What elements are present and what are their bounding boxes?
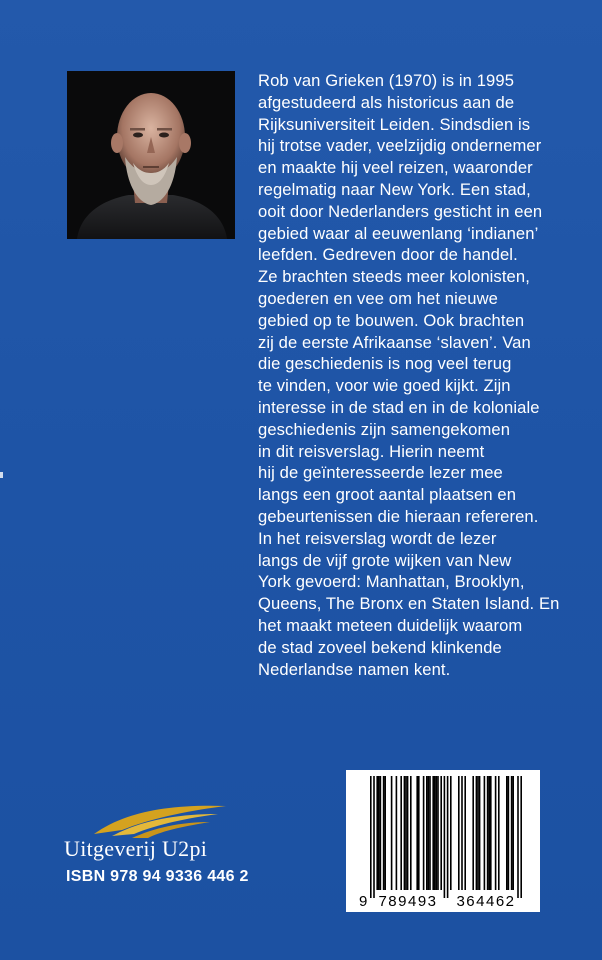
bio-line: Ze brachten steeds meer kolonisten,: [258, 267, 530, 287]
barcode-bar: [495, 776, 497, 890]
barcode-bar: [391, 776, 393, 890]
barcode-bar: [511, 776, 513, 890]
barcode-bar: [410, 776, 412, 890]
barcode-bar: [396, 776, 398, 890]
barcode-left-digits: 789493: [378, 893, 438, 910]
barcode-bar: [432, 776, 434, 890]
bio-line: York gevoerd: Manhattan, Brooklyn,: [258, 572, 525, 592]
barcode-bar: [440, 776, 442, 890]
barcode-bar: [418, 776, 420, 890]
bio-line: leefden. Gedreven door de handel.: [258, 245, 518, 265]
barcode-bar: [436, 776, 438, 890]
barcode-bar: [464, 776, 466, 890]
bio-line: In het reisverslag wordt de lezer: [258, 528, 497, 548]
bio-line: ooit door Nederlanders gesticht in een: [258, 201, 543, 221]
bio-line: langs een groot aantal plaatsen en: [258, 485, 517, 505]
bio-line: het maakt meteen duidelijk waarom: [258, 615, 523, 635]
barcode-bar: [498, 776, 500, 890]
barcode-bar: [428, 776, 430, 890]
barcode-right-digits: 364462: [456, 893, 516, 910]
barcode-bar: [384, 776, 386, 890]
barcode-bar: [520, 776, 522, 898]
bio-line: interesse in de stad en in de koloniale: [258, 397, 540, 417]
barcode-graphic: [346, 770, 540, 912]
bio-line: de stad zoveel bekend klinkende: [258, 637, 502, 657]
barcode-bar: [487, 776, 489, 890]
bio-line: langs de vijf grote wijken van New: [258, 550, 512, 570]
bio-line: gebeurtenissen die hieraan refereren.: [258, 506, 539, 526]
barcode-bar: [416, 776, 418, 890]
bio-line: te vinden, voor wie goed kijkt. Zijn: [258, 376, 511, 396]
barcode-bar: [380, 776, 382, 890]
barcode-bar: [508, 776, 510, 890]
barcode-bar: [458, 776, 460, 890]
bio-line: gebied waar al eeuwenlang ‘indianen’: [258, 223, 539, 243]
barcode-bar: [373, 776, 375, 898]
bio-line: geschiedenis zijn samengekomen: [258, 419, 511, 439]
author-photo: [67, 71, 235, 239]
bio-line: en maakte hij veel reizen, waaronder: [258, 158, 533, 178]
bio-line: afgestudeerd als historicus aan de: [258, 92, 515, 112]
bio-line: Rob van Grieken (1970) is in 1995: [258, 71, 515, 90]
bio-line: gebied op te bouwen. Ook brachten: [258, 310, 525, 330]
barcode-bar: [426, 776, 428, 890]
barcode-bar: [429, 776, 431, 890]
bio-line: hij trotse vader, veelzijdig ondernemer: [258, 136, 542, 156]
author-biography: [258, 70, 594, 680]
barcode-bar: [444, 776, 446, 898]
barcode-bar: [461, 776, 463, 890]
barcode-bar: [400, 776, 402, 890]
barcode-first-digit: 9: [359, 893, 368, 910]
bio-line: Queens, The Bronx en Staten Island. En: [258, 594, 560, 614]
barcode-bar: [477, 776, 479, 890]
barcode-bar: [370, 776, 372, 898]
bio-line: in dit reisverslag. Hierin neemt: [258, 441, 485, 461]
barcode-bar: [405, 776, 407, 890]
barcode-bar: [484, 776, 486, 890]
bio-line: die geschiedenis is nog veel terug: [258, 354, 512, 374]
publisher-logo: [64, 800, 244, 870]
barcode-bar: [506, 776, 508, 890]
barcode-bar: [376, 776, 378, 890]
barcode-bar: [490, 776, 492, 890]
bio-line: Rijksuniversiteit Leiden. Sindsdien is: [258, 114, 531, 134]
author-portrait-icon: [67, 71, 235, 239]
isbn-barcode: [346, 770, 540, 912]
barcode-bar: [450, 776, 452, 890]
barcode-bar: [423, 776, 425, 890]
golden-wing-logo-icon: [92, 800, 232, 840]
barcode-bar: [488, 776, 490, 890]
barcode-bar: [517, 776, 519, 898]
barcode-bar: [512, 776, 514, 890]
barcode-bar: [476, 776, 478, 890]
edge-mark: [0, 472, 3, 478]
bio-line: goederen en vee om het nieuwe: [258, 288, 498, 308]
barcode-bar: [383, 776, 385, 890]
isbn-number: ISBN 978 94 9336 446 2: [66, 868, 249, 885]
barcode-bar: [447, 776, 449, 898]
publisher-name: Uitgeverij U2pi: [64, 836, 208, 861]
barcode-bar: [437, 776, 439, 890]
barcode-bar: [472, 776, 474, 890]
barcode-bar: [378, 776, 380, 890]
barcode-bar: [479, 776, 481, 890]
barcode-bar: [404, 776, 406, 890]
bio-line: zij de eerste Afrikaanse ‘slaven’. Van: [258, 332, 531, 352]
bio-line: Nederlandse namen kent.: [258, 659, 451, 679]
barcode-bar: [434, 776, 436, 890]
bio-line: hij de geïnteresseerde lezer mee: [258, 463, 503, 483]
bio-line: regelmatig naar New York. Een stad,: [258, 179, 531, 199]
barcode-bar: [407, 776, 409, 890]
